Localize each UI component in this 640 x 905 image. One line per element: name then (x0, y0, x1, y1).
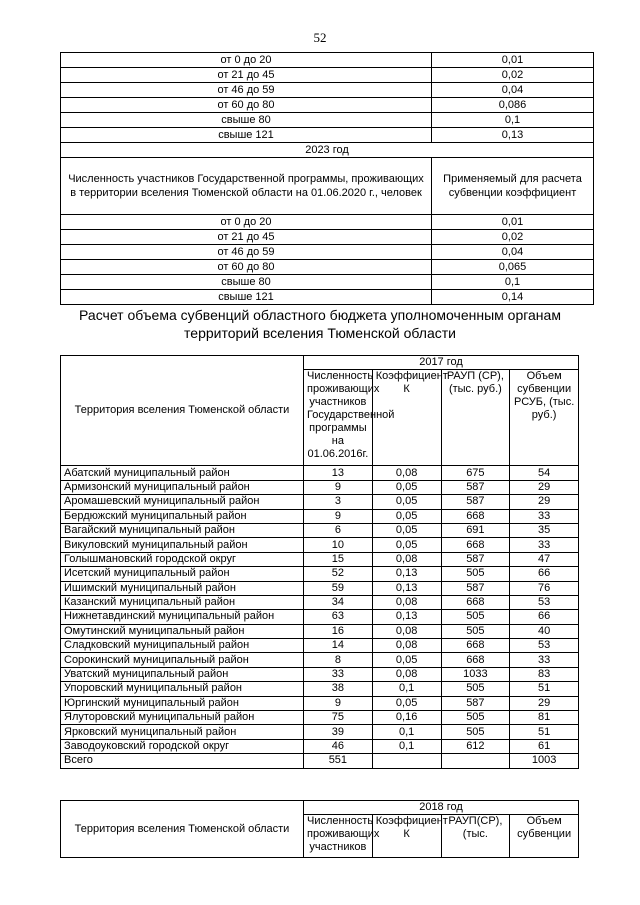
subvention-volume-header-2018: Объем субвенции (510, 815, 579, 858)
coefficient-row (61, 68, 594, 83)
subvention-cell: 33 (510, 538, 579, 552)
coefficient-row (61, 290, 594, 305)
participants-cell: 52 (304, 567, 373, 581)
territory-name-cell: Ярковский муниципальный район (61, 725, 304, 739)
total-subvention: 1003 (510, 754, 579, 768)
coefficient-value-cell: 0,02 (432, 230, 594, 245)
year-2018-header: 2018 год (304, 801, 579, 815)
subvention-cell: 53 (510, 639, 579, 653)
territory-name-cell: Уватский муниципальный район (61, 667, 304, 681)
table-row (61, 725, 579, 739)
range-cell: от 60 до 80 (61, 98, 432, 113)
range-cell: от 0 до 20 (61, 215, 432, 230)
coefficient-cell: 0,05 (372, 495, 441, 509)
table-row (61, 653, 579, 667)
subvention-cell: 29 (510, 480, 579, 494)
table-row (61, 538, 579, 552)
coefficient-row (61, 245, 594, 260)
raup-cell: 587 (441, 696, 510, 710)
raup-cell: 668 (441, 653, 510, 667)
raup-cell: 505 (441, 624, 510, 638)
subvention-cell: 35 (510, 523, 579, 537)
range-cell: свыше 121 (61, 128, 432, 143)
territory-name-cell: Армизонский муниципальный район (61, 480, 304, 494)
subvention-cell: 54 (510, 466, 579, 480)
table-row (61, 495, 579, 509)
table-row (61, 581, 579, 595)
raup-header: РАУП (СР), (тыс. руб.) (441, 370, 510, 466)
subvention-cell: 81 (510, 711, 579, 725)
subvention-cell: 61 (510, 739, 579, 753)
range-cell: от 46 до 59 (61, 245, 432, 260)
participants-cell: 14 (304, 639, 373, 653)
coefficient-cell: 0,08 (372, 667, 441, 681)
coefficient-cell: 0,05 (372, 523, 441, 537)
participants-cell: 63 (304, 610, 373, 624)
total-row (61, 754, 579, 768)
coefficient-value-cell: 0,04 (432, 83, 594, 98)
table-row (61, 711, 579, 725)
participants-cell: 10 (304, 538, 373, 552)
table-row (61, 480, 579, 494)
page-number: 52 (313, 30, 327, 45)
territory-name-cell: Казанский муниципальный район (61, 595, 304, 609)
coefficient-cell: 0,16 (372, 711, 441, 725)
participants-count-header: Численность проживающих участников Государственной программы на 01.06.2016г. (304, 370, 373, 466)
subvention-cell: 29 (510, 495, 579, 509)
raup-cell: 587 (441, 480, 510, 494)
participants-cell: 15 (304, 552, 373, 566)
table-row (61, 739, 579, 753)
raup-cell: 587 (441, 581, 510, 595)
coefficient-cell: 0,08 (372, 595, 441, 609)
coefficient-row (61, 275, 594, 290)
raup-cell: 691 (441, 523, 510, 537)
table-row (61, 509, 579, 523)
participants-cell: 13 (304, 466, 373, 480)
coefficient-row (61, 230, 594, 245)
subvention-table-2018 (60, 800, 579, 858)
territory-name-cell: Заводоуковский городской округ (61, 739, 304, 753)
territory-name-cell: Викуловский муниципальный район (61, 538, 304, 552)
territory-header: Территория вселения Тюменской области (61, 356, 304, 466)
coefficient-cell: 0,05 (372, 653, 441, 667)
participants-cell: 3 (304, 495, 373, 509)
coefficient-cell: 0,05 (372, 696, 441, 710)
coefficient-value-cell: 0,1 (432, 275, 594, 290)
territory-name-cell: Абатский муниципальный район (61, 466, 304, 480)
territory-header-2018: Территория вселения Тюменской области (61, 801, 304, 858)
table-row (61, 466, 579, 480)
table-row (61, 696, 579, 710)
range-cell: от 21 до 45 (61, 68, 432, 83)
territory-name-cell: Нижнетавдинский муниципальный район (61, 610, 304, 624)
table-row (61, 682, 579, 696)
section-title: Расчет объема субвенций областного бюджета уполномоченным органам территорий вселения Тюменской области (79, 307, 561, 341)
coefficient-k-header: Коэффициент К (372, 370, 441, 466)
coefficient-cell: 0,1 (372, 739, 441, 753)
coefficient-cell: 0,08 (372, 624, 441, 638)
coefficient-cell: 0,05 (372, 480, 441, 494)
coefficient-cell: 0,08 (372, 639, 441, 653)
coefficient-row (61, 260, 594, 275)
territory-name-cell: Ялуторовский муниципальный район (61, 711, 304, 725)
table-row (61, 552, 579, 566)
territory-name-cell: Упоровский муниципальный район (61, 682, 304, 696)
participants-cell: 9 (304, 480, 373, 494)
raup-cell: 505 (441, 567, 510, 581)
coefficient-value-cell: 0,13 (432, 128, 594, 143)
coefficient-header: Применяемый для расчета субвенции коэффициент (432, 158, 594, 215)
raup-cell: 505 (441, 610, 510, 624)
range-cell: от 60 до 80 (61, 260, 432, 275)
total-label: Всего (61, 754, 304, 768)
raup-cell: 668 (441, 595, 510, 609)
total-raup (441, 754, 510, 768)
table-row (61, 595, 579, 609)
raup-cell: 668 (441, 639, 510, 653)
raup-cell: 668 (441, 538, 510, 552)
coefficient-row (61, 83, 594, 98)
range-cell: от 0 до 20 (61, 53, 432, 68)
subvention-cell: 51 (510, 682, 579, 696)
territory-name-cell: Вагайский муниципальный район (61, 523, 304, 537)
coefficient-cell: 0,13 (372, 610, 441, 624)
table-row (61, 567, 579, 581)
raup-cell: 1033 (441, 667, 510, 681)
subvention-cell: 66 (510, 567, 579, 581)
participants-header: Численность участников Государственной программы, проживающих в территории вселения Тюменской области на 01.06.2020 г., человек (61, 158, 432, 215)
participants-count-header-2018: Численность проживающих участников (304, 815, 373, 858)
raup-cell: 587 (441, 552, 510, 566)
raup-cell: 612 (441, 739, 510, 753)
subvention-cell: 83 (510, 667, 579, 681)
coefficient-k-header-2018: Коэффициент К (372, 815, 441, 858)
subvention-table-2017 (60, 355, 579, 769)
territory-name-cell: Голышмановский городской округ (61, 552, 304, 566)
coefficient-row (61, 113, 594, 128)
raup-cell: 505 (441, 711, 510, 725)
year-2023-row: 2023 год (61, 143, 594, 158)
table-row (61, 667, 579, 681)
participants-cell: 33 (304, 667, 373, 681)
coefficient-row (61, 215, 594, 230)
table-row (61, 610, 579, 624)
raup-cell: 675 (441, 466, 510, 480)
coefficient-value-cell: 0,065 (432, 260, 594, 275)
coefficient-value-cell: 0,086 (432, 98, 594, 113)
participants-cell: 9 (304, 696, 373, 710)
territory-name-cell: Исетский муниципальный район (61, 567, 304, 581)
raup-cell: 668 (441, 509, 510, 523)
coefficient-row (61, 128, 594, 143)
participants-cell: 75 (304, 711, 373, 725)
coefficient-cell: 0,08 (372, 552, 441, 566)
coefficient-value-cell: 0,14 (432, 290, 594, 305)
range-cell: свыше 121 (61, 290, 432, 305)
raup-cell: 505 (441, 682, 510, 696)
territory-name-cell: Сладковский муниципальный район (61, 639, 304, 653)
coefficient-value-cell: 0,02 (432, 68, 594, 83)
raup-cell: 587 (441, 495, 510, 509)
subvention-cell: 33 (510, 509, 579, 523)
range-cell: от 46 до 59 (61, 83, 432, 98)
coefficient-row (61, 98, 594, 113)
participants-cell: 6 (304, 523, 373, 537)
participants-cell: 59 (304, 581, 373, 595)
territory-name-cell: Бердюжский муниципальный район (61, 509, 304, 523)
raup-header-2018: РАУП(СР), (тыс. (441, 815, 510, 858)
territory-name-cell: Аромашевский муниципальный район (61, 495, 304, 509)
coefficient-cell: 0,05 (372, 538, 441, 552)
territory-name-cell: Омутинский муниципальный район (61, 624, 304, 638)
coefficient-table (60, 52, 594, 305)
participants-cell: 38 (304, 682, 373, 696)
coefficient-cell: 0,1 (372, 725, 441, 739)
participants-cell: 8 (304, 653, 373, 667)
subvention-cell: 66 (510, 610, 579, 624)
subvention-cell: 29 (510, 696, 579, 710)
territory-name-cell: Ишимский муниципальный район (61, 581, 304, 595)
coefficient-cell: 0,13 (372, 567, 441, 581)
subvention-cell: 76 (510, 581, 579, 595)
total-coefficient (372, 754, 441, 768)
coefficient-value-cell: 0,04 (432, 245, 594, 260)
year-2017-header: 2017 год (304, 356, 579, 370)
coefficient-cell: 0,13 (372, 581, 441, 595)
participants-cell: 16 (304, 624, 373, 638)
coefficient-row (61, 53, 594, 68)
participants-cell: 46 (304, 739, 373, 753)
coefficient-value-cell: 0,01 (432, 215, 594, 230)
range-cell: от 21 до 45 (61, 230, 432, 245)
total-participants: 551 (304, 754, 373, 768)
subvention-cell: 53 (510, 595, 579, 609)
table-row (61, 523, 579, 537)
coefficient-cell: 0,08 (372, 466, 441, 480)
table-row (61, 639, 579, 653)
range-cell: свыше 80 (61, 113, 432, 128)
subvention-cell: 33 (510, 653, 579, 667)
raup-cell: 505 (441, 725, 510, 739)
participants-cell: 9 (304, 509, 373, 523)
territory-name-cell: Юргинский муниципальный район (61, 696, 304, 710)
subvention-cell: 51 (510, 725, 579, 739)
coefficient-value-cell: 0,1 (432, 113, 594, 128)
subvention-cell: 47 (510, 552, 579, 566)
participants-cell: 34 (304, 595, 373, 609)
table-row (61, 624, 579, 638)
participants-cell: 39 (304, 725, 373, 739)
coefficient-value-cell: 0,01 (432, 53, 594, 68)
subvention-cell: 40 (510, 624, 579, 638)
coefficient-cell: 0,1 (372, 682, 441, 696)
range-cell: свыше 80 (61, 275, 432, 290)
subvention-volume-header: Объем субвенции РСУБ, (тыс. руб.) (510, 370, 579, 466)
territory-name-cell: Сорокинский муниципальный район (61, 653, 304, 667)
coefficient-cell: 0,05 (372, 509, 441, 523)
